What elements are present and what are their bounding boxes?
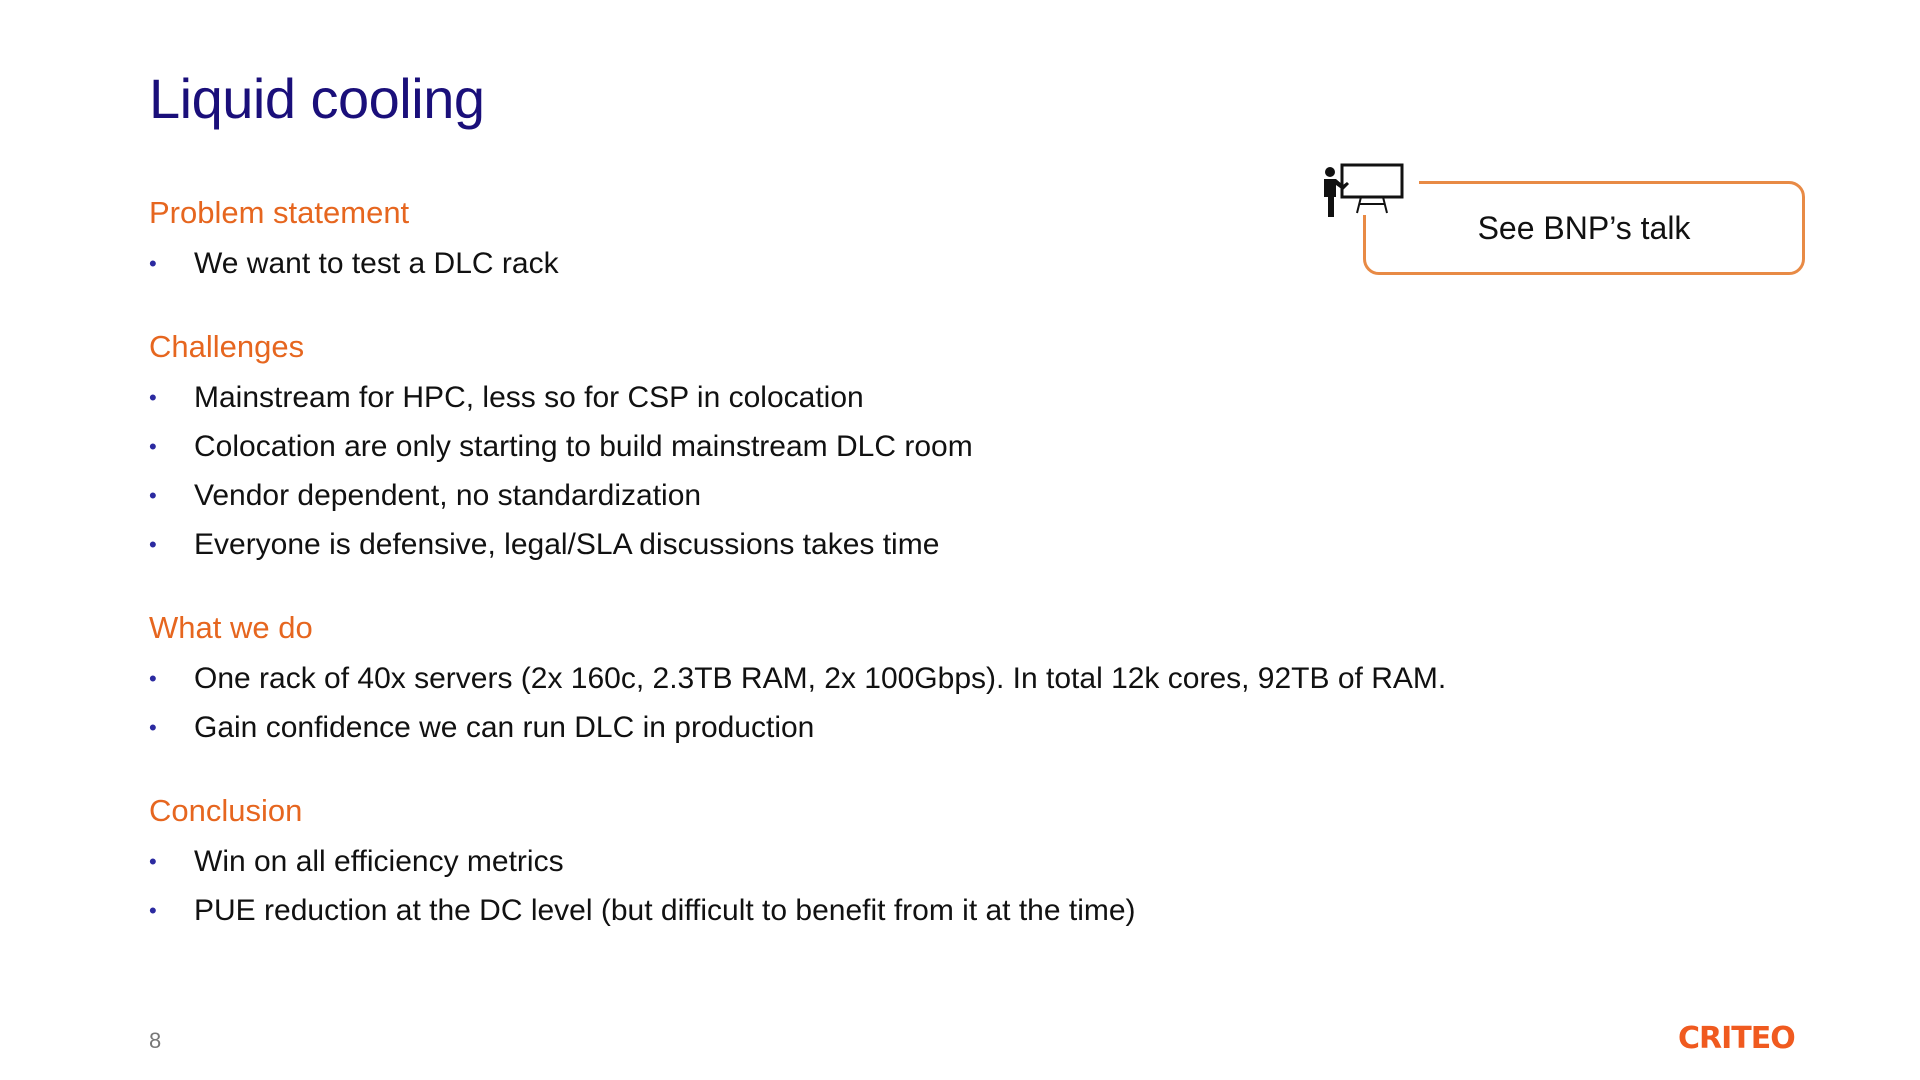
slide-title: Liquid cooling [149, 67, 485, 130]
bullet-item [149, 471, 1549, 520]
bullet-item [149, 837, 1549, 886]
section-problem-statement [149, 190, 1549, 288]
bullet-text: Gain confidence we can run DLC in production [194, 711, 815, 744]
bullet-item [149, 520, 1549, 569]
bullet-list [149, 837, 1549, 935]
bullet-text: Colocation are only starting to build mainstream DLC room [194, 430, 973, 463]
slide-number: 8 [149, 1028, 162, 1053]
bullet-dot-icon: • [149, 715, 157, 740]
bullet-text: Everyone is defensive, legal/SLA discussions takes time [194, 528, 940, 561]
bullet-item [149, 654, 1549, 703]
bullet-item [149, 422, 1549, 471]
bullet-text: Vendor dependent, no standardization [194, 479, 702, 512]
slide-body [149, 190, 1549, 971]
section-heading: Problem statement [149, 195, 410, 230]
bullet-dot-icon: • [149, 483, 157, 508]
bullet-dot-icon: • [149, 898, 157, 923]
bullet-item [149, 373, 1549, 422]
bullet-dot-icon: • [149, 849, 157, 874]
bullet-list [149, 373, 1549, 569]
section-heading: Challenges [149, 329, 305, 364]
section-challenges [149, 324, 1549, 569]
bullet-list [149, 654, 1549, 752]
bullet-dot-icon: • [149, 434, 157, 459]
bullet-item [149, 703, 1549, 752]
callout-text: See BNP’s talk [1477, 209, 1691, 246]
bullet-text: Mainstream for HPC, less so for CSP in colocation [194, 381, 864, 414]
section-what-we-do [149, 605, 1549, 752]
section-heading: Conclusion [149, 793, 303, 828]
bullet-text: We want to test a DLC rack [194, 247, 559, 280]
bullet-dot-icon: • [149, 251, 157, 276]
bullet-dot-icon: • [149, 385, 157, 410]
bullet-dot-icon: • [149, 666, 157, 691]
section-heading: What we do [149, 610, 313, 645]
bullet-item [149, 239, 1549, 288]
bullet-text: PUE reduction at the DC level (but difficult to benefit from it at the time) [194, 894, 1136, 927]
bullet-text: Win on all efficiency metrics [194, 845, 564, 878]
section-conclusion [149, 788, 1549, 935]
criteo-logo: CRITEO [1678, 1021, 1795, 1056]
bullet-list [149, 239, 1549, 288]
bullet-text: One rack of 40x servers (2x 160c, 2.3TB RAM, 2x 100Gbps). In total 12k cores, 92TB of RAM. [194, 662, 1447, 695]
bullet-item [149, 886, 1549, 935]
bullet-dot-icon: • [149, 532, 157, 557]
